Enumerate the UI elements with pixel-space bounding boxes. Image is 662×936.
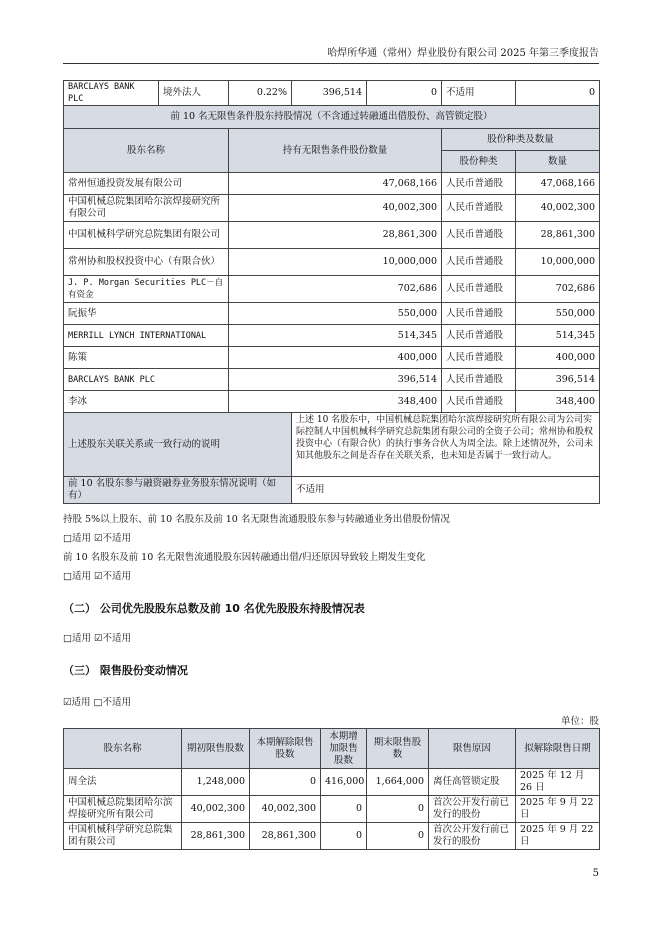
holding-qty: 396,514 bbox=[229, 369, 442, 391]
release-date: 2025 年 12 月 26 日 bbox=[516, 769, 600, 796]
holding-qty: 400,000 bbox=[229, 347, 442, 369]
shareholder-name: 陈策 bbox=[64, 347, 229, 369]
share-amount: 396,514 bbox=[516, 369, 600, 391]
page-number: 5 bbox=[592, 868, 599, 879]
top-shareholders-table bbox=[63, 80, 600, 504]
col-header-qty: 持有无限售条件股份数量 bbox=[229, 129, 442, 173]
table-row bbox=[64, 769, 600, 796]
lending-note: 持股 5%以上股东、前 10 名股东及前 10 名无限售流通股股东参与转融通业务出借股份情况 bbox=[63, 514, 450, 525]
lending-applicability: □适用 ☑不适用 bbox=[63, 533, 132, 544]
holding-qty: 702,686 bbox=[229, 276, 442, 303]
col-header-kind: 股份种类 bbox=[442, 151, 516, 173]
shareholder-name: MERRILL LYNCH INTERNATIONAL bbox=[64, 325, 229, 347]
holding-pct: 0.22% bbox=[229, 81, 292, 106]
share-amount: 10,000,000 bbox=[516, 249, 600, 276]
share-amount: 40,002,300 bbox=[516, 195, 600, 222]
share-kind: 人民币普通股 bbox=[442, 249, 516, 276]
share-amount: 47,068,166 bbox=[516, 173, 600, 195]
holding-qty: 348,400 bbox=[229, 391, 442, 413]
share-kind: 人民币普通股 bbox=[442, 347, 516, 369]
released-restricted: 40,002,300 bbox=[250, 796, 321, 823]
restricted-shares: 0 bbox=[367, 81, 442, 106]
start-restricted: 1,248,000 bbox=[182, 769, 250, 796]
table-row bbox=[64, 195, 600, 222]
table-row bbox=[64, 222, 600, 249]
table-row bbox=[64, 413, 600, 477]
holding-shares: 396,514 bbox=[292, 81, 367, 106]
holding-qty: 514,345 bbox=[229, 325, 442, 347]
share-kind: 人民币普通股 bbox=[442, 325, 516, 347]
holding-qty: 550,000 bbox=[229, 303, 442, 325]
release-date: 2025 年 9 月 22 日 bbox=[516, 823, 600, 850]
table-row bbox=[64, 391, 600, 413]
shareholder-name: 中国机械科学研究总院集团有限公司 bbox=[64, 222, 229, 249]
released-restricted: 0 bbox=[250, 769, 321, 796]
preferred-applicability: □适用 ☑不适用 bbox=[63, 633, 132, 644]
share-kind: 人民币普通股 bbox=[442, 391, 516, 413]
holding-qty: 28,861,300 bbox=[229, 222, 442, 249]
unit-label: 单位：股 bbox=[560, 716, 599, 727]
change-note: 前 10 名股东及前 10 名无限售流通股股东因转融通出借/归还原因导致较上期发生变化 bbox=[63, 552, 426, 563]
end-restricted: 0 bbox=[367, 823, 429, 850]
share-amount: 348,400 bbox=[516, 391, 600, 413]
restriction-reason: 首次公开发行前已发行的股份 bbox=[429, 796, 516, 823]
col-header: 拟解除限售日期 bbox=[516, 729, 600, 769]
shareholder-name: 中国机械总院集团哈尔滨焊接研究所有限公司 bbox=[64, 796, 182, 823]
col-header: 期初限售股数 bbox=[182, 729, 250, 769]
restricted-applicability: ☑适用 □不适用 bbox=[63, 697, 132, 708]
share-amount: 514,345 bbox=[516, 325, 600, 347]
share-amount: 400,000 bbox=[516, 347, 600, 369]
table-row bbox=[64, 249, 600, 276]
margin-label: 前 10 名股东参与融资融券业务股东情况说明（如有） bbox=[64, 477, 292, 504]
shareholder-name: 常州恒通投资发展有限公司 bbox=[64, 173, 229, 195]
end-restricted: 1,664,000 bbox=[367, 769, 429, 796]
table-row bbox=[64, 81, 600, 106]
start-restricted: 40,002,300 bbox=[182, 796, 250, 823]
shareholder-name: 李冰 bbox=[64, 391, 229, 413]
shareholder-name: 中国机械总院集团哈尔滨焊接研究所有限公司 bbox=[64, 195, 229, 222]
col-header: 本期解除限售股数 bbox=[250, 729, 321, 769]
shareholder-name: 中国机械科学研究总院集团有限公司 bbox=[64, 823, 182, 850]
shareholder-name: 常州协和股权投资中心（有限合伙） bbox=[64, 249, 229, 276]
section-heading-restricted: （三） 限售股份变动情况 bbox=[63, 664, 188, 677]
margin-text: 不适用 bbox=[292, 477, 600, 504]
page-header: 哈焊所华通（常州）焊业股份有限公司 2025 年第三季度报告 bbox=[63, 44, 599, 64]
share-kind: 人民币普通股 bbox=[442, 303, 516, 325]
relation-text: 上述 10 名股东中，中国机械总院集团哈尔滨焊接研究所有限公司为公司实际控制人中国机械科学研究总院集团有限公司的全资子公司；常州协和股权投资中心（有限合伙）的执行事务合伙人为周全法。除上述情况外，公司未知其他股东之间是否存在关联关系，也未知是否属于一致行动人。 bbox=[292, 413, 600, 477]
table-row bbox=[64, 477, 600, 504]
share-kind: 人民币普通股 bbox=[442, 276, 516, 303]
section-heading-preferred: （二） 公司优先股股东总数及前 10 名优先股股东持股情况表 bbox=[63, 602, 365, 615]
holding-qty: 40,002,300 bbox=[229, 195, 442, 222]
shareholder-name: J. P. Morgan Securities PLC－自有资金 bbox=[64, 276, 229, 303]
release-date: 2025 年 9 月 22 日 bbox=[516, 796, 600, 823]
col-header-amount: 数量 bbox=[516, 151, 600, 173]
col-header: 本期增加限售股数 bbox=[321, 729, 367, 769]
header-row bbox=[64, 729, 600, 769]
restriction-reason: 首次公开发行前已发行的股份 bbox=[429, 823, 516, 850]
share-kind: 人民币普通股 bbox=[442, 222, 516, 249]
released-restricted: 28,861,300 bbox=[250, 823, 321, 850]
col-header-kind-group: 股份种类及数量 bbox=[442, 129, 600, 151]
holding-qty: 47,068,166 bbox=[229, 173, 442, 195]
header-row bbox=[64, 129, 600, 151]
share-kind: 人民币普通股 bbox=[442, 369, 516, 391]
col-header-name: 股东名称 bbox=[64, 129, 229, 173]
table-row bbox=[64, 369, 600, 391]
table-row bbox=[64, 796, 600, 823]
shareholder-name: 周全法 bbox=[64, 769, 182, 796]
shareholder-nature: 境外法人 bbox=[159, 81, 229, 106]
holding-qty: 10,000,000 bbox=[229, 249, 442, 276]
table-row bbox=[64, 823, 600, 850]
share-kind: 人民币普通股 bbox=[442, 195, 516, 222]
col-header: 限售原因 bbox=[429, 729, 516, 769]
col-header: 期末限售股数 bbox=[367, 729, 429, 769]
table-row bbox=[64, 276, 600, 303]
end-restricted: 0 bbox=[367, 796, 429, 823]
change-applicability: □适用 ☑不适用 bbox=[63, 571, 132, 582]
restricted-shares-table bbox=[63, 728, 600, 850]
section-title: 前 10 名无限售条件股东持股情况（不含通过转融通出借股份、高管锁定股） bbox=[64, 106, 600, 129]
added-restricted: 0 bbox=[321, 823, 367, 850]
added-restricted: 0 bbox=[321, 796, 367, 823]
section-title-row bbox=[64, 106, 600, 129]
restriction-reason: 离任高管锁定股 bbox=[429, 769, 516, 796]
table-row bbox=[64, 303, 600, 325]
share-kind: 人民币普通股 bbox=[442, 173, 516, 195]
relation-label: 上述股东关联关系或一致行动的说明 bbox=[64, 413, 292, 477]
start-restricted: 28,861,300 bbox=[182, 823, 250, 850]
added-restricted: 416,000 bbox=[321, 769, 367, 796]
share-amount: 28,861,300 bbox=[516, 222, 600, 249]
shareholder-name: BARCLAYS BANK PLC bbox=[64, 369, 229, 391]
table-row bbox=[64, 347, 600, 369]
share-amount: 702,686 bbox=[516, 276, 600, 303]
table-row bbox=[64, 173, 600, 195]
shareholder-name: BARCLAYS BANK PLC bbox=[64, 81, 159, 106]
shareholder-name: 阮振华 bbox=[64, 303, 229, 325]
table-row bbox=[64, 325, 600, 347]
col-header: 股东名称 bbox=[64, 729, 182, 769]
pledge-status: 不适用 bbox=[442, 81, 516, 106]
pledge-qty: 0 bbox=[516, 81, 600, 106]
share-amount: 550,000 bbox=[516, 303, 600, 325]
